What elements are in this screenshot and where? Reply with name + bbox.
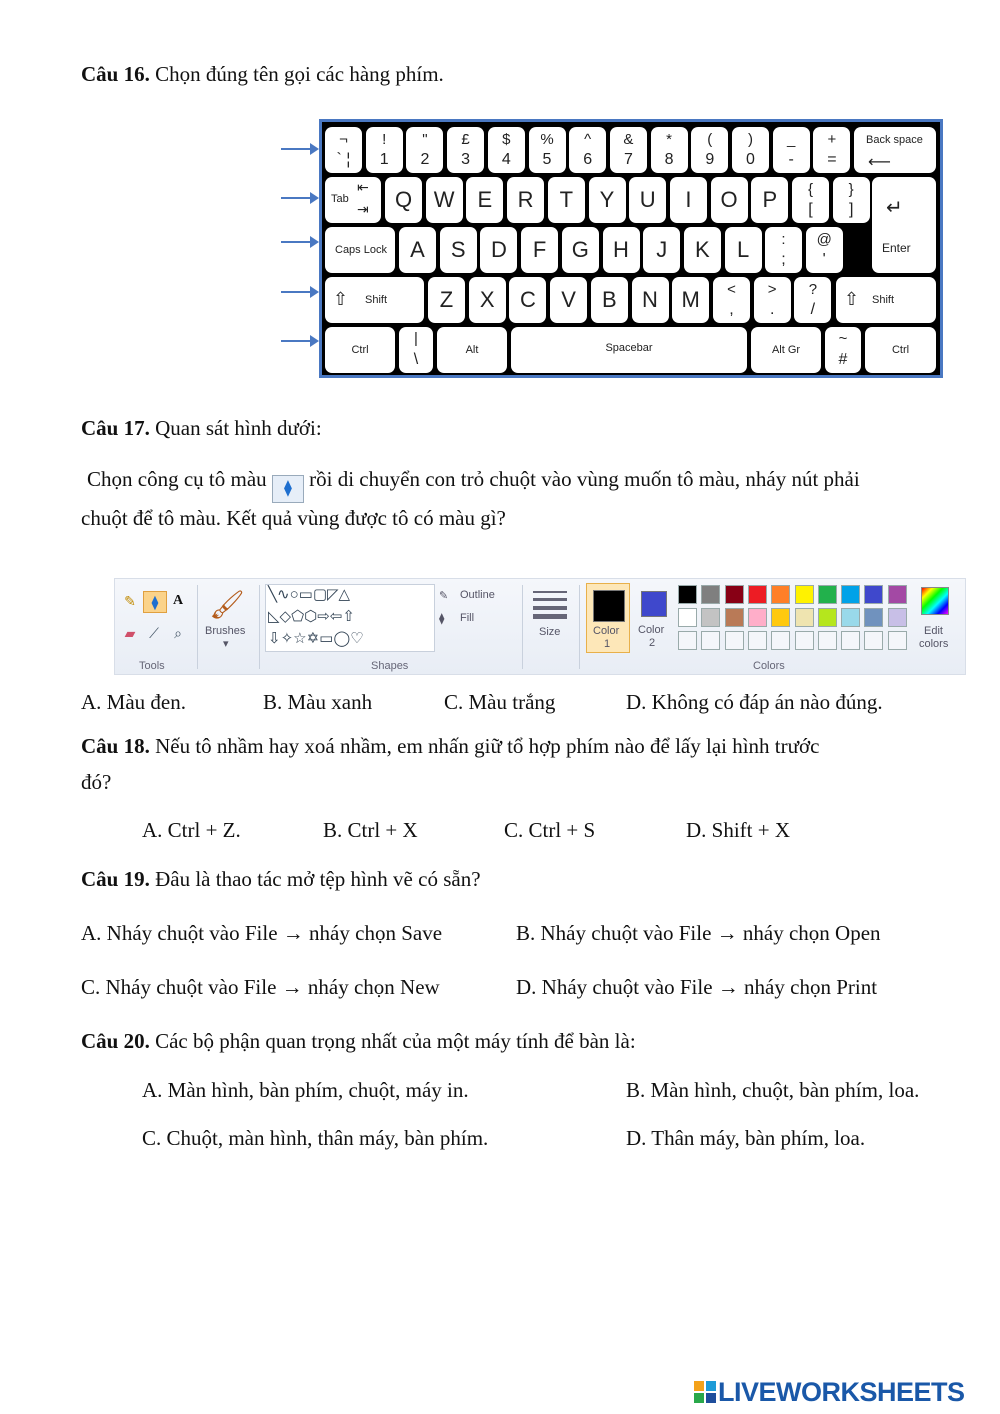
key-row1-10-top: ) <box>748 131 753 148</box>
q17-line2: chuột để tô màu. Kết quả vùng được tô có màu gì? <box>81 506 506 530</box>
key-r <box>507 177 544 223</box>
key-row1-8-top: * <box>666 131 673 148</box>
key-row1-0 <box>325 127 362 173</box>
q20-option-b: B. Màn hình, chuột, bàn phím, loa. <box>626 1078 920 1102</box>
caps-label: Caps Lock <box>335 244 387 256</box>
row-arrow-3 <box>281 241 317 243</box>
key-row1-10 <box>732 127 769 173</box>
palette-swatch-r2-3 <box>748 608 767 627</box>
q20-text: Các bộ phận quan trọng nhất của một máy tính để bàn là: <box>149 1029 636 1053</box>
key-d-label: D <box>490 237 507 262</box>
q17-option-c: C. Màu trắng <box>444 690 556 714</box>
palette-swatch-r2-4 <box>771 608 790 627</box>
shapes-row-3-icon: ⇩✧☆✡▭◯♡ <box>268 630 364 647</box>
q17-option-d: D. Không có đáp án nào đúng. <box>626 690 883 714</box>
key-row3-extra-1 <box>806 227 843 273</box>
key-a <box>399 227 436 273</box>
key-row1-10-bottom: 0 <box>746 151 755 168</box>
palette-swatch-r1-8 <box>864 585 883 604</box>
key-y <box>589 177 626 223</box>
key-row1-12-bottom: = <box>827 151 837 168</box>
key-o-label: O <box>720 187 738 212</box>
q20-heading <box>81 1028 636 1054</box>
key-row1-12 <box>813 127 850 173</box>
q20-option-c: C. Chuột, màn hình, thân máy, bàn phím. <box>142 1126 489 1150</box>
fill-icon: ⧫ <box>143 591 167 613</box>
key-row1-5-bottom: 5 <box>542 151 552 168</box>
key-tab <box>325 177 381 223</box>
key-b <box>591 277 628 323</box>
key-v-label: V <box>561 287 576 312</box>
key-g-label: G <box>571 237 589 262</box>
tools-group-label: Tools <box>139 660 165 672</box>
key-row1-12-top: + <box>827 131 837 148</box>
ctrl-right-label: Ctrl <box>891 344 910 356</box>
backspace-arrow-icon: ⟵ <box>868 154 891 171</box>
key-h-label: H <box>613 237 629 262</box>
key-x-label: X <box>479 287 495 312</box>
key-row1-11-top: _ <box>787 131 796 148</box>
palette-swatch-r1-2 <box>725 585 744 604</box>
key-row1-3-bottom: 3 <box>461 151 471 168</box>
key-row1-6-bottom: 6 <box>583 151 593 168</box>
key-row1-5 <box>529 127 566 173</box>
q18-label: Câu 18. <box>81 734 150 758</box>
key-alt <box>437 327 507 373</box>
key-o <box>711 177 748 223</box>
key-t-label: T <box>559 187 574 212</box>
palette-empty-6 <box>818 631 837 650</box>
q17-line1a: Chọn công cụ tô màu <box>87 467 267 491</box>
size-label: Size <box>539 626 561 638</box>
key-row4-extra-2-top: ? <box>808 281 818 298</box>
key-k <box>684 227 721 273</box>
key-z <box>428 277 465 323</box>
key-row1-9-top: ( <box>707 131 713 148</box>
keyboard-image <box>319 119 943 378</box>
ctrl-left-label: Ctrl <box>351 344 369 356</box>
key-altgr <box>751 327 821 373</box>
key-n-label: N <box>642 287 658 312</box>
q20-label: Câu 20. <box>81 1029 150 1053</box>
key-bracket-1-bottom: ] <box>848 201 854 218</box>
q18-heading <box>81 733 819 759</box>
color2-swatch <box>641 591 667 617</box>
key-caps-lock <box>325 227 395 273</box>
tilde-top: ~ <box>838 330 848 347</box>
backspace-label: Back space <box>866 134 923 146</box>
key-c-label: C <box>519 287 536 312</box>
shift-left-label: Shift <box>365 294 388 306</box>
palette-empty-8 <box>864 631 883 650</box>
key-w <box>426 177 463 223</box>
edit-colors-label-b: colors <box>919 638 949 650</box>
key-pipe <box>399 327 433 373</box>
key-spacebar <box>511 327 747 373</box>
key-l-label: L <box>736 237 750 262</box>
fill-tool-icon: ⧫ <box>272 475 304 503</box>
key-r-label: R <box>517 187 534 212</box>
tab-left-arrow-icon: ⇤ <box>357 179 369 195</box>
key-a-label: A <box>410 237 425 262</box>
key-row1-7 <box>610 127 647 173</box>
palette-swatch-r2-2 <box>725 608 744 627</box>
key-i <box>670 177 707 223</box>
key-row4-extra-1 <box>754 277 791 323</box>
color2-number: 2 <box>649 637 656 649</box>
key-z-label: Z <box>439 287 454 312</box>
outline-label: Outline <box>460 589 495 601</box>
q19-option-b: B. Nháy chuột vào File → nháy chọn Open <box>516 921 881 945</box>
key-row4-extra-2 <box>794 277 831 323</box>
key-row1-11-bottom: - <box>788 151 794 168</box>
key-row3-extra-0 <box>765 227 802 273</box>
palette-empty-5 <box>795 631 814 650</box>
color1-label: Color <box>593 625 620 637</box>
key-w-label: W <box>433 187 455 212</box>
pipe-bottom: \ <box>413 351 419 368</box>
key-row1-8 <box>651 127 688 173</box>
palette-empty-7 <box>841 631 860 650</box>
key-s-label: S <box>450 237 466 262</box>
key-row1-2-bottom: 2 <box>420 151 430 168</box>
key-row1-4-bottom: 4 <box>501 151 511 168</box>
edit-colors-icon <box>921 587 949 615</box>
q18-text: Nếu tô nhầm hay xoá nhầm, em nhấn giữ tổ hợp phím nào để lấy lại hình trước <box>149 734 820 758</box>
size-lines-icon <box>533 589 567 619</box>
paint-ribbon <box>114 578 966 675</box>
shapes-group-label: Shapes <box>371 660 409 672</box>
shapes-row-1-icon: ╲∿○▭▢◸△ <box>268 586 351 603</box>
key-k-label: K <box>695 237 710 262</box>
key-bracket-0 <box>792 177 829 223</box>
tab-label: Tab <box>331 193 349 205</box>
key-i-label: I <box>685 187 692 212</box>
palette-swatch-r1-4 <box>771 585 790 604</box>
key-row1-11 <box>773 127 810 173</box>
key-h <box>603 227 640 273</box>
row-arrow-1 <box>281 148 317 150</box>
fill-label: Fill <box>460 612 475 624</box>
key-row4-extra-0-bottom: , <box>729 301 734 318</box>
eraser-icon: ▰ <box>124 625 136 641</box>
key-row1-9-bottom: 9 <box>705 151 715 168</box>
q19-option-d: D. Nháy chuột vào File → nháy chọn Print <box>516 975 878 999</box>
palette-swatch-r2-0 <box>678 608 697 627</box>
key-row1-0-top: ¬ <box>339 131 348 148</box>
q17-line1 <box>87 466 860 503</box>
palette-swatch-r1-7 <box>841 585 860 604</box>
text-icon: A <box>172 593 184 608</box>
palette-empty-2 <box>725 631 744 650</box>
brushes-label: Brushes <box>205 625 246 637</box>
palette-empty-3 <box>748 631 767 650</box>
palette-swatch-r1-6 <box>818 585 837 604</box>
palette-swatch-r2-8 <box>864 608 883 627</box>
outline-icon: ✎ <box>439 590 449 602</box>
tab-right-arrow-icon: ⇥ <box>357 201 369 217</box>
key-shift-right <box>836 277 936 323</box>
key-m <box>672 277 709 323</box>
key-m-label: M <box>681 287 700 312</box>
key-row1-7-bottom: 7 <box>623 151 633 168</box>
key-row1-3-top: £ <box>461 131 470 148</box>
pencil-icon: ✎ <box>124 593 136 609</box>
key-row1-5-top: % <box>540 131 554 148</box>
edit-colors-label-a: Edit <box>924 625 943 637</box>
q17-heading <box>81 415 322 441</box>
key-e-label: E <box>477 187 493 212</box>
fill-bucket-icon: ⧫ <box>439 613 445 625</box>
key-u <box>629 177 666 223</box>
key-g <box>562 227 599 273</box>
key-tilde <box>825 327 861 373</box>
key-row1-1 <box>366 127 403 173</box>
key-c <box>509 277 546 323</box>
palette-empty-1 <box>701 631 720 650</box>
key-row1-2 <box>406 127 443 173</box>
key-bracket-0-bottom: [ <box>808 201 813 218</box>
color1-button <box>586 583 630 653</box>
palette-swatch-r2-6 <box>818 608 837 627</box>
logo-text: LIVEWORKSHEETS <box>718 1377 965 1407</box>
spacebar-label: Spacebar <box>605 342 653 354</box>
key-p-label: P <box>762 187 778 212</box>
key-row3-extra-0-top: : <box>781 231 786 248</box>
row-arrow-5 <box>281 340 317 342</box>
key-enter <box>872 177 936 273</box>
brush-icon: 🖌 <box>209 589 245 620</box>
shift-right-label: Shift <box>872 294 895 306</box>
palette-swatch-r1-5 <box>795 585 814 604</box>
shapes-row-2-icon: ◺◇⬠⬡⇨⇦⇧ <box>268 608 355 625</box>
q18-option-d: D. Shift + X <box>686 818 791 842</box>
q19-option-c: C. Nháy chuột vào File → nháy chọn New <box>81 975 440 999</box>
key-row1-4-top: $ <box>502 131 511 148</box>
key-j-label: J <box>656 237 668 262</box>
key-bracket-0-top: { <box>807 181 813 198</box>
key-row3-extra-0-bottom: ; <box>781 251 786 268</box>
q19-option-a: A. Nháy chuột vào File → nháy chọn Save <box>81 921 443 945</box>
palette-swatch-r1-9 <box>888 585 907 604</box>
key-l <box>725 227 762 273</box>
key-row1-4 <box>488 127 525 173</box>
key-row1-0-bottom: ` ¦ <box>336 151 351 168</box>
key-backspace <box>854 127 936 173</box>
color1-number: 1 <box>604 638 611 650</box>
key-v <box>550 277 587 323</box>
key-row3-extra-1-bottom: ' <box>822 251 826 268</box>
color2-label: Color <box>638 624 665 636</box>
enter-label: Enter <box>882 241 911 255</box>
key-bracket-1 <box>833 177 870 223</box>
q20-option-d: D. Thân máy, bàn phím, loa. <box>626 1126 866 1150</box>
key-x <box>469 277 506 323</box>
palette-swatch-r2-1 <box>701 608 720 627</box>
palette-swatch-r1-3 <box>748 585 767 604</box>
key-row4-extra-2-bottom: / <box>810 301 816 318</box>
tilde-bottom: # <box>838 351 848 368</box>
key-row1-6-top: ^ <box>584 131 592 148</box>
key-row4-extra-1-bottom: . <box>769 301 775 318</box>
q20-option-a: A. Màn hình, bàn phím, chuột, máy in. <box>142 1078 469 1102</box>
palette-empty-4 <box>771 631 790 650</box>
key-p <box>751 177 788 223</box>
key-row1-2-top: " <box>422 131 428 148</box>
shift-right-arrow-icon: ⇧ <box>844 289 860 309</box>
enter-arrow-icon: ↵ <box>886 197 903 219</box>
key-s <box>440 227 477 273</box>
q17-option-a: A. Màu đen. <box>81 690 186 714</box>
key-t <box>548 177 585 223</box>
q18-option-b: B. Ctrl + X <box>323 818 418 842</box>
row-arrow-2 <box>281 197 317 199</box>
palette-swatch-r2-9 <box>888 608 907 627</box>
key-row1-1-top: ! <box>382 131 387 148</box>
key-b-label: B <box>601 287 617 312</box>
key-ctrl-right <box>865 327 936 373</box>
key-row3-extra-1-top: @ <box>816 231 832 248</box>
alt-label: Alt <box>465 344 479 356</box>
shapes-gallery <box>265 584 435 652</box>
palette-swatch-r1-1 <box>701 585 720 604</box>
key-u-label: U <box>639 187 656 212</box>
live-logo-icon <box>694 1381 716 1403</box>
q16-text: Chọn đúng tên gọi các hàng phím. <box>149 62 444 86</box>
palette-swatch-r2-5 <box>795 608 814 627</box>
key-row4-extra-0 <box>713 277 750 323</box>
key-e <box>466 177 503 223</box>
palette-empty-9 <box>888 631 907 650</box>
key-f <box>521 227 558 273</box>
shift-arrow-icon: ⇧ <box>333 289 349 309</box>
key-f-label: F <box>532 237 547 262</box>
q16-label: Câu 16. <box>81 62 150 86</box>
key-row4-extra-1-top: > <box>767 281 777 298</box>
brushes-dropdown-icon: ▾ <box>223 638 229 650</box>
altgr-label: Alt Gr <box>771 344 801 356</box>
q17-option-b: B. Màu xanh <box>263 690 373 714</box>
palette-swatch-r1-0 <box>678 585 697 604</box>
key-bracket-1-top: } <box>848 181 854 198</box>
q19-heading <box>81 866 481 892</box>
row-arrow-4 <box>281 291 317 293</box>
key-row4-extra-0-top: < <box>727 281 736 298</box>
q18-option-a: A. Ctrl + Z. <box>142 818 241 842</box>
key-row1-1-bottom: 1 <box>379 151 389 168</box>
magnifier-icon: ⌕ <box>174 625 182 641</box>
key-row1-3 <box>447 127 484 173</box>
key-j <box>643 227 680 273</box>
q18-option-c: C. Ctrl + S <box>504 818 596 842</box>
q17-text: Quan sát hình dưới: <box>149 416 322 440</box>
key-row1-9 <box>691 127 728 173</box>
key-row1-6 <box>569 127 606 173</box>
key-q-label: Q <box>394 187 413 212</box>
color-picker-icon: ⟋ <box>149 625 159 641</box>
key-row1-8-bottom: 8 <box>664 151 674 168</box>
pipe-top: | <box>414 330 418 347</box>
key-ctrl-left <box>325 327 395 373</box>
key-row1-7-top: & <box>623 131 634 148</box>
key-d <box>480 227 517 273</box>
q18-text2: đó? <box>81 770 112 794</box>
key-q <box>385 177 422 223</box>
q17-label: Câu 17. <box>81 416 150 440</box>
palette-swatch-r2-7 <box>841 608 860 627</box>
palette-empty-0 <box>678 631 697 650</box>
key-shift-left <box>325 277 424 323</box>
key-y-label: Y <box>599 187 615 212</box>
key-n <box>632 277 669 323</box>
q17-line1b: rồi di chuyển con trỏ chuột vào vùng muốn tô màu, nháy nút phải <box>309 467 860 491</box>
q19-text: Đâu là thao tác mở tệp hình vẽ có sẵn? <box>149 867 481 891</box>
q19-label: Câu 19. <box>81 867 150 891</box>
colors-group-label: Colors <box>753 660 785 672</box>
q16-heading <box>81 61 444 87</box>
